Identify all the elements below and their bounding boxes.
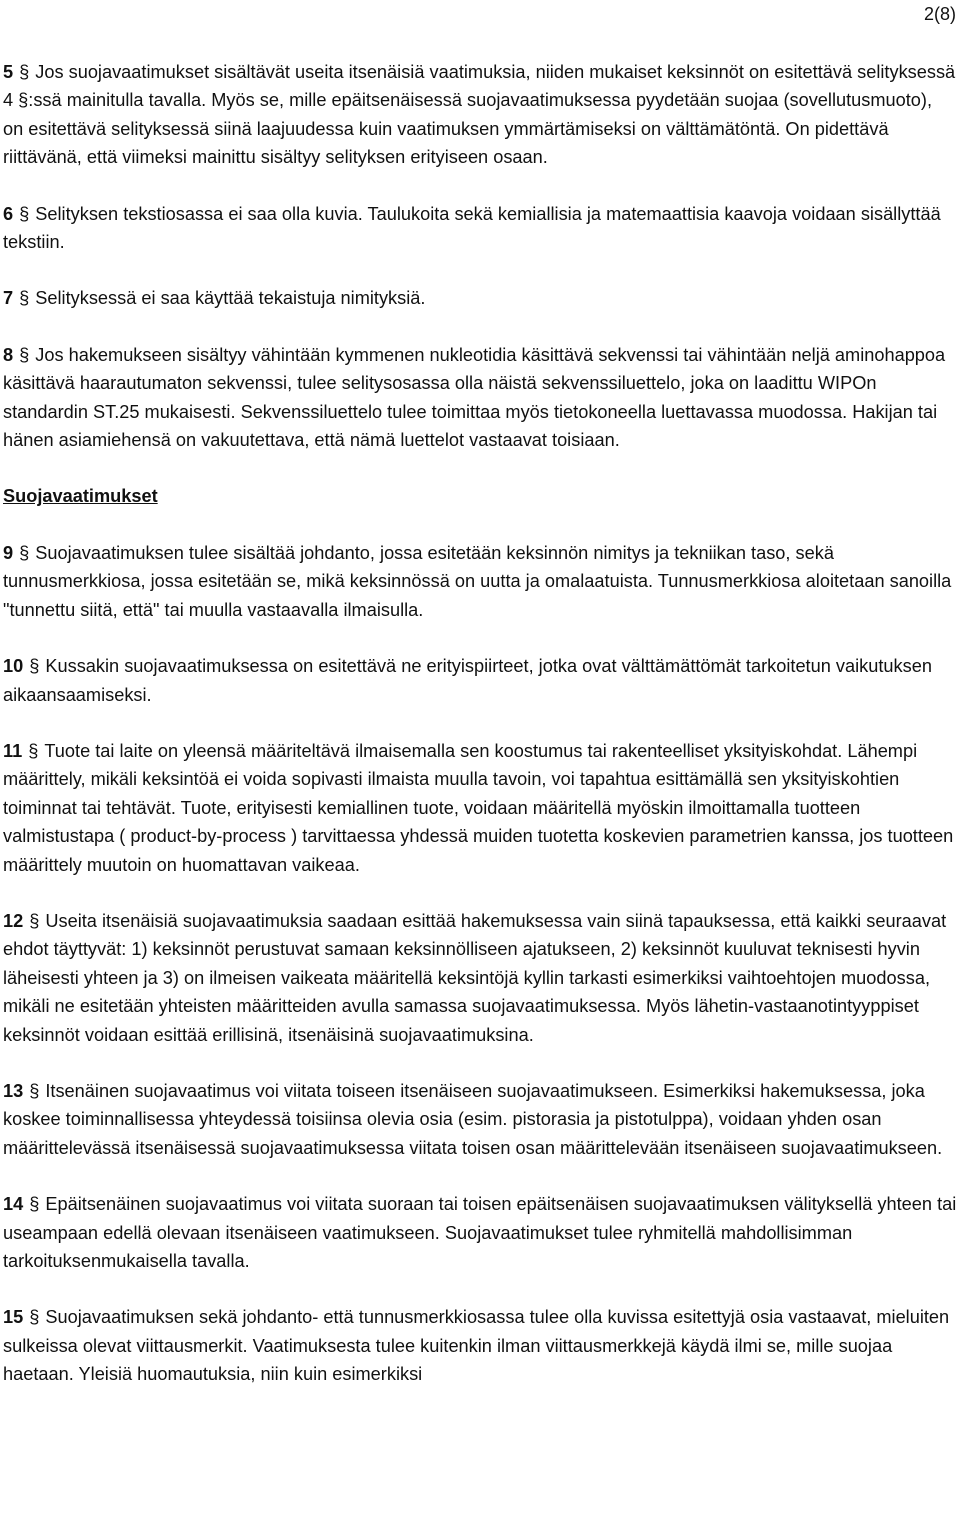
paragraph-text: Itsenäinen suojavaatimus voi viitata toiseen itsenäiseen suojavaatimukseen. Esimerkiksi hakemuksessa, joka koskee toiminnallisessa yhteydessä toisiinsa olevia osia (esim. pistorasia ja pistotulppa), voidaan yhden osan määrittelevässä itsenäisessä suojavaatimuksessa viitata toisen osan määrittelevään itsenäiseen suojavaatimukseen.: [3, 1080, 943, 1158]
section-sign-icon: §: [29, 1080, 40, 1101]
paragraph: [3, 652, 957, 709]
section-sign-icon: §: [29, 1307, 40, 1328]
paragraph-number: 8: [3, 344, 14, 365]
paragraph-number: 9: [3, 542, 14, 563]
paragraph-text: Epäitsenäinen suojavaatimus voi viitata suoraan tai toisen epäitsenäisen suojavaatimuksen välityksellä yhteen tai useampaan edellä olevaan itsenäiseen vaatimukseen. Suojavaatimukset tulee ryhmitellä mahdollisimman tarkoituksenmukaisella tavalla.: [3, 1194, 957, 1271]
paragraph-number: 10: [3, 656, 24, 677]
paragraph-number: 13: [3, 1080, 24, 1101]
section-heading: Suojavaatimukset: [3, 486, 158, 507]
section-sign-icon: §: [19, 203, 30, 224]
paragraph-text: Jos suojavaatimukset sisältävät useita itsenäisiä vaatimuksia, niiden mukaiset keksinnöt on esitettävä selityksessä 4 §:ssä mainitulla tavalla. Myös se, mille epäitsenäisessä suojavaatimuksessa pyydetään suojaa (sovellutusmuoto), on esitettävä selityksessä siinä laajuudessa kuin vaatimuksen ymmärtämiseksi on välttämätöntä. On pidettävä riittävänä, että viimeksi mainittu sisältyy selityksen erityiseen osaan.: [3, 62, 956, 168]
section-sign-icon: §: [19, 288, 30, 309]
paragraph: [3, 737, 957, 879]
paragraph-text: Jos hakemukseen sisältyy vähintään kymmenen nukleotidia käsittävä sekvenssi tai vähintään neljä aminohappoa käsittävä haarautumaton sekvenssi, tulee selitysosassa olla näistä sekvenssiluettelo, joka on laadittu WIPOn standardin ST.25 mukaisesti. Sekvenssiluettelo tulee toimittaa myös tietokoneella luettavassa muodossa. Hakijan tai hänen asiamiehensä on vakuutettava, että nämä luettelot vastaavat toisiaan.: [3, 344, 946, 451]
paragraph: [3, 200, 957, 257]
section-sign-icon: §: [19, 542, 30, 563]
paragraph: [3, 1077, 957, 1162]
paragraph-group-top: [3, 58, 957, 454]
section-sign-icon: §: [28, 740, 39, 761]
section-sign-icon: §: [19, 344, 30, 365]
paragraph-number: 14: [3, 1194, 24, 1215]
paragraph-text: Suojavaatimuksen sekä johdanto- että tunnusmerkkiosassa tulee olla kuvissa esitettyjä osia vastaavat, mieluiten sulkeissa olevat viittausmerkit. Vaatimuksesta tulee kuitenkin ilman viittausmerkkejä käydä ilmi se, mille suojaa haetaan. Yleisiä huomautuksia, niin kuin esimerkiksi: [3, 1307, 950, 1385]
paragraph-number: 11: [3, 740, 23, 761]
section-sign-icon: §: [29, 910, 40, 931]
paragraph-text: Kussakin suojavaatimuksessa on esitettävä ne erityispiirteet, jotka ovat välttämättömät tarkoitetun vaikutuksen aikaansaamiseksi.: [3, 656, 932, 705]
paragraph: [3, 1303, 957, 1388]
paragraph: [3, 341, 957, 455]
paragraph-number: 5: [3, 62, 14, 82]
section-sign-icon: §: [29, 656, 40, 677]
paragraph: [3, 539, 957, 624]
paragraph-text: Selityksen tekstiosassa ei saa olla kuvia. Taulukoita sekä kemiallisia ja matemaattisia kaavoja voidaan sisällyttää tekstiin.: [3, 203, 941, 253]
paragraph-group-bottom: [3, 539, 957, 1389]
paragraph-text: Tuote tai laite on yleensä määriteltävä ilmaisemalla sen koostumus tai rakenteelliset yksityiskohdat. Lähempi määrittely, mikäli keksintöä ei voida sopivasti ilmaista muulla tavoin, voi tapahtua esittämällä sen yksityiskohtien toiminnat tai tehtävät. Tuote, erityisesti kemiallinen tuote, voidaan määritellä myöskin ilmoittamalla tuotteen valmistustapa ( product-by-process ) tarvittaessa yhdessä muiden tuotetta koskevien parametrien kanssa, jos tuotteen määrittely muutoin on huomattavan vaikeaa.: [3, 740, 954, 875]
paragraph-text: Selityksessä ei saa käyttää tekaistuja nimityksiä.: [35, 288, 426, 309]
paragraph: [3, 58, 957, 172]
paragraph-number: 12: [3, 910, 24, 931]
section-sign-icon: §: [29, 1194, 40, 1215]
paragraph: [3, 284, 957, 312]
paragraph: [3, 907, 957, 1049]
document-body: [3, 58, 957, 1417]
page-number: 2(8): [923, 4, 956, 24]
paragraph-text: Useita itsenäisiä suojavaatimuksia saadaan esittää hakemuksessa vain siinä tapauksessa, että kaikki seuraavat ehdot täyttyvät: 1) keksinnöt perustuvat samaan keksinnölliseen ajatukseen, 2) keksinnöt kuuluvat teknisesti hyvin läheisesti yhteen ja 3) on ilmeisen vaikeata määritellä keksintöjä kyllin tarkasti esimerkiksi vaihtoehtojen muodossa, mikäli ne esitetään yhteisten määritteiden avulla samassa suojavaatimuksessa. Myös lähetin-vastaanotintyyppiset keksinnöt voidaan esittää erillisinä, itsenäisinä suojavaatimuksina.: [3, 910, 947, 1045]
paragraph-number: 7: [3, 288, 14, 309]
paragraph-number: 6: [3, 203, 14, 224]
paragraph: [3, 1190, 957, 1275]
section-sign-icon: §: [19, 62, 30, 82]
paragraph-text: Suojavaatimuksen tulee sisältää johdanto, jossa esitetään keksinnön nimitys ja tekniikan taso, sekä tunnusmerkkiosa, jossa esitetään se, mikä keksinnössä on uutta ja omalaatuista. Tunnusmerkkiosa aloitetaan sanoilla "tunnettu siitä, että" tai muulla vastaavalla ilmaisulla.: [3, 542, 952, 620]
paragraph-number: 15: [3, 1307, 24, 1328]
